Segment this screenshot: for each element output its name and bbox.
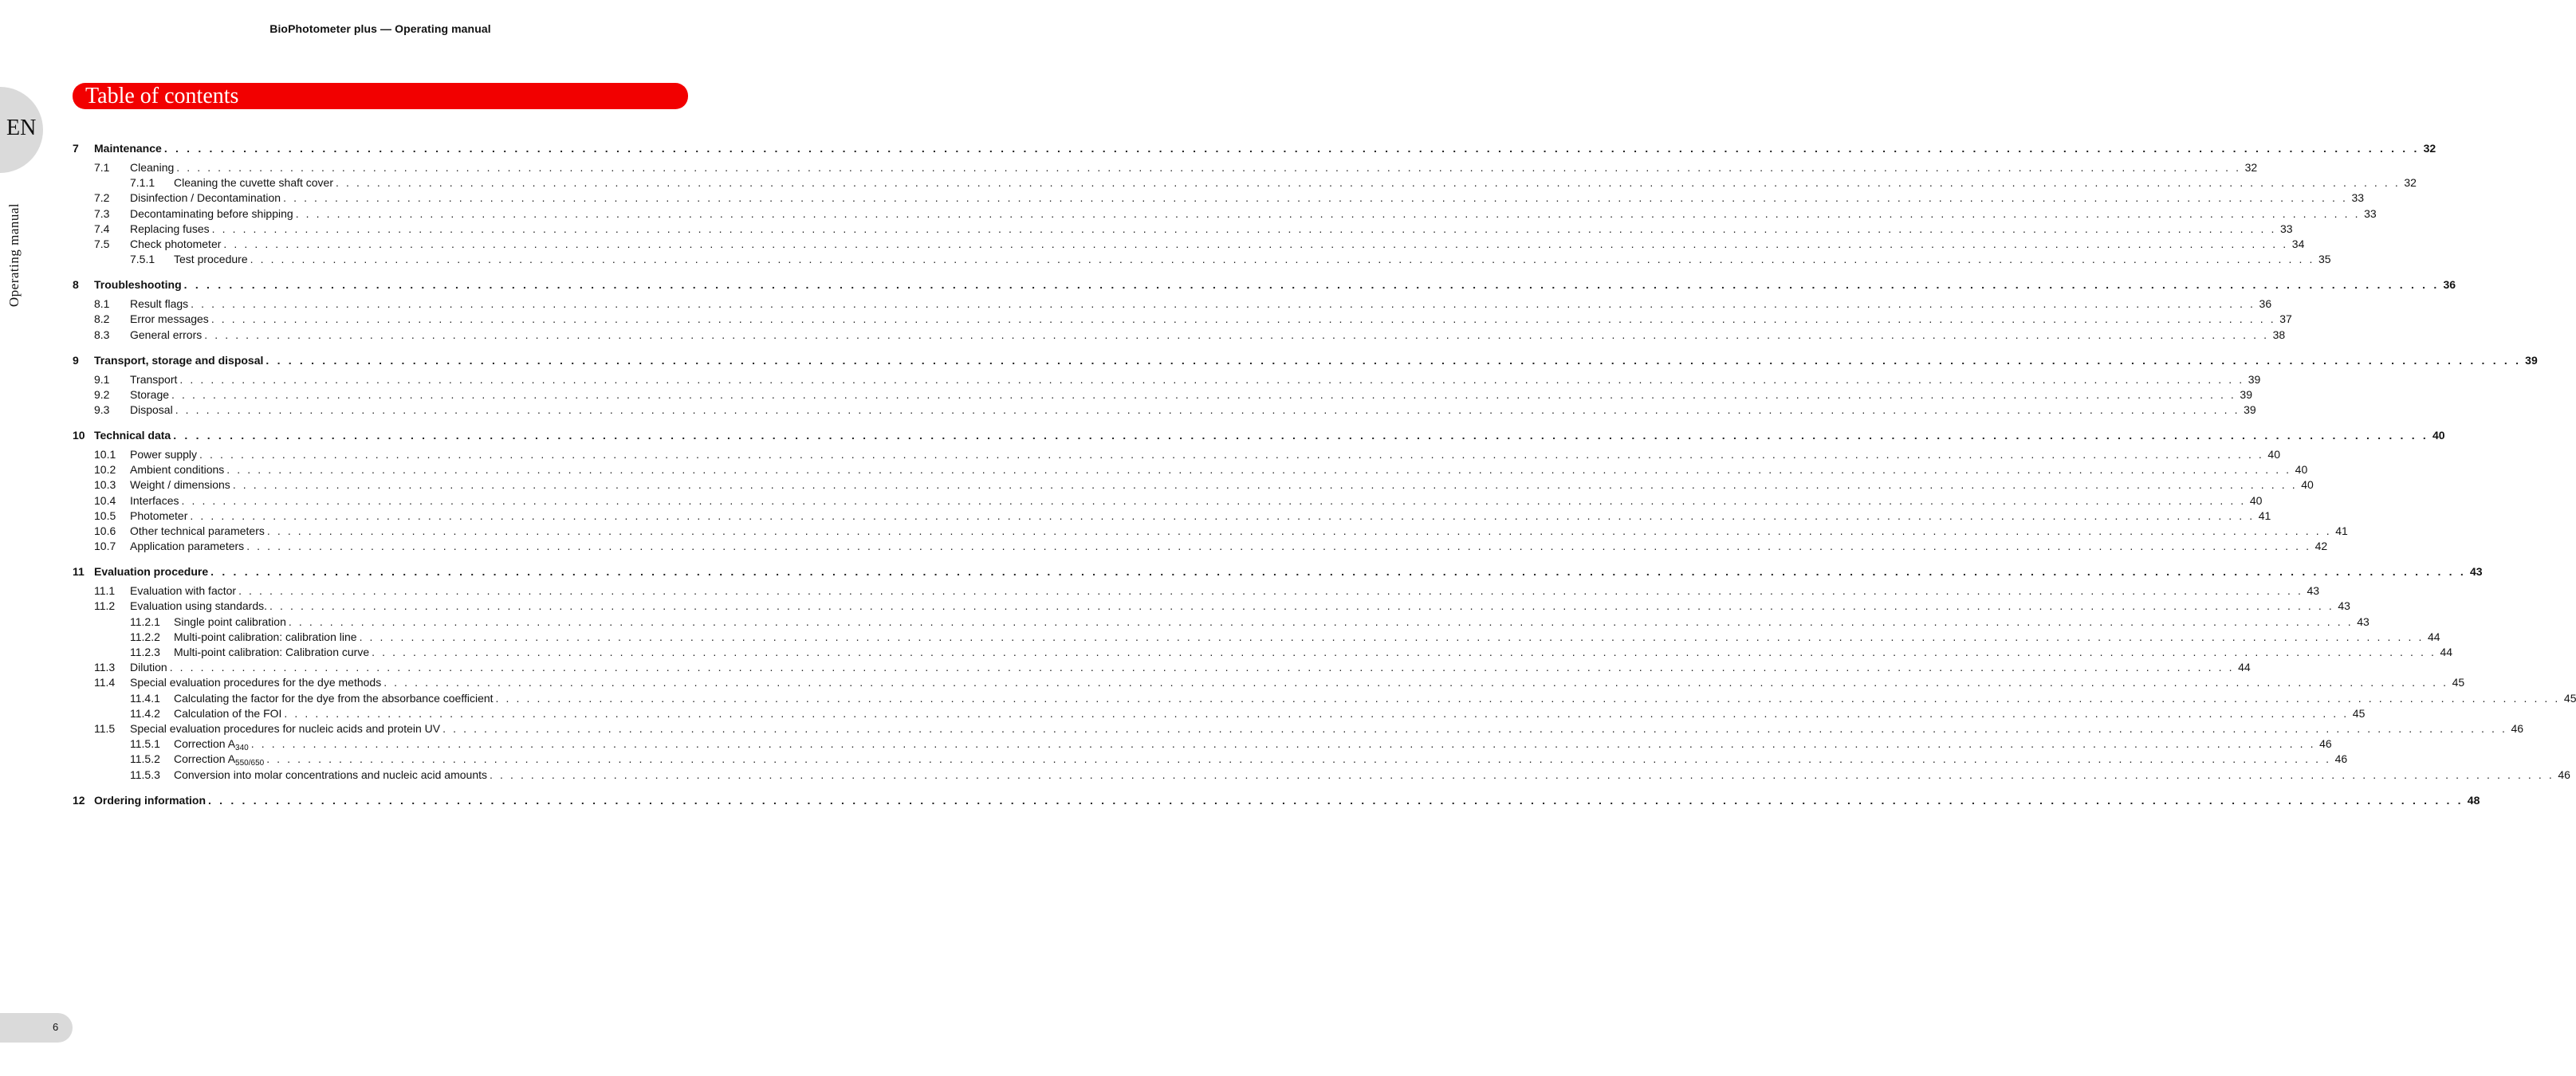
toc-entry-title	[130, 372, 177, 387]
side-section-label: Operating manual	[6, 202, 22, 308]
toc-entry-title	[130, 312, 209, 327]
dot-leader: . . . . . . . . . . . . . . . . . . . . . . . . . . . . . . . . . . . . . . . . . . . . . . . . . . . . . . . . . . . . . . . . . . . . . . . . . . . . . . . . . . . . . . . . . . . . . . . . . . . . . . . . . . . . . . . . . . . . . . . . . . . . . . . . . . . . . . . . . . . . . . . . . . . . . . . . . . . . . . . . . . . . . . . . . . . . . . . . . . . . . . . . . . . . . . . . . . . . . . . .	[179, 372, 2244, 386]
toc-entry-page: 40	[2295, 463, 2308, 477]
toc-entry[interactable]	[94, 206, 2377, 222]
toc-entry-page: 36	[2259, 297, 2272, 311]
toc-entry-title-text: General errors	[130, 328, 203, 341]
toc-entry[interactable]	[94, 509, 2271, 524]
toc-entry[interactable]	[130, 691, 2576, 706]
toc-entry[interactable]	[94, 660, 2251, 675]
toc-entry-title-text: Transport, storage and disposal	[94, 353, 264, 367]
toc-entry[interactable]	[94, 190, 2365, 206]
toc-entry-title	[174, 252, 248, 267]
toc-entry-title	[130, 583, 236, 599]
toc-entry[interactable]	[130, 752, 2348, 768]
dot-leader: . . . . . . . . . . . . . . . . . . . . . . . . . . . . . . . . . . . . . . . . . . . . . . . . . . . . . . . . . . . . . . . . . . . . . . . . . . . . . . . . . . . . . . . . . . . . . . . . . . . . . . . . . . . . . . . . . . . . . . . . . . . . . . . . . . . . . . . . . . . . . . . . . . . . . . . . . . . . . . . . . . . . . . . . . . . . . . . . . . . . . . . . . . . . . . . . . . . . . . . .	[246, 540, 2311, 553]
toc-entry[interactable]	[130, 706, 2366, 721]
toc-entry-title	[94, 277, 182, 293]
toc-entry-number: 11.4	[94, 676, 116, 689]
dot-leader: . . . . . . . . . . . . . . . . . . . . . . . . . . . . . . . . . . . . . . . . . . . . . . . . . . . . . . . . . . . . . . . . . . . . . . . . . . . . . . . . . . . . . . . . . . . . . . . . . . . . . . . . . . . . . . . . . . . . . . . . . . . . . . . . . . . . . . . . . . . . . . . . . . . . . . . . . . . . . . . . . . . . . . . . . . . . . . . . . . . . . . . . . . . . . . . . . . . . . . . .	[173, 429, 2429, 442]
toc-entry-page: 44	[2238, 661, 2251, 674]
dot-leader: . . . . . . . . . . . . . . . . . . . . . . . . . . . . . . . . . . . . . . . . . . . . . . . . . . . . . . . . . . . . . . . . . . . . . . . . . . . . . . . . . . . . . . . . . . . . . . . . . . . . . . . . . . . . . . . . . . . . . . . . . . . . . . . . . . . . . . . . . . . . . . . . . . . . . . . . . . . . . . . . . . . . . . . . . . . . . . . . . . . . . . . . . . . . . . . . . . . . . . . .	[284, 706, 2349, 720]
toc-entry-number: 11.2	[94, 599, 116, 613]
toc-entry-title	[94, 564, 208, 579]
toc-entry-number: 11.5.3	[130, 768, 160, 781]
toc-entry-number: 11.2.1	[130, 615, 160, 628]
toc-entry-number: 11.2.3	[130, 646, 160, 658]
toc-entry-number: 7.4	[94, 222, 110, 235]
running-header: BioPhotometer plus — Operating manual	[269, 22, 491, 35]
toc-entry[interactable]	[130, 630, 2440, 645]
toc-entry-page: 45	[2352, 706, 2366, 720]
toc-entry[interactable]	[94, 312, 2292, 327]
dot-leader: . . . . . . . . . . . . . . . . . . . . . . . . . . . . . . . . . . . . . . . . . . . . . . . . . . . . . . . . . . . . . . . . . . . . . . . . . . . . . . . . . . . . . . . . . . . . . . . . . . . . . . . . . . . . . . . . . . . . . . . . . . . . . . . . . . . . . . . . . . . . . . . . . . . . . . . . . . . . . . . . . . . . . . . . . . . . . . . . . . . . . . . . . . . . . . . . . . . . . . . .	[383, 676, 2448, 689]
toc-entry-title-text: Error messages	[130, 312, 209, 326]
toc-entry[interactable]	[73, 353, 2538, 368]
toc-entry-title-text: Disposal	[130, 403, 173, 416]
toc-entry[interactable]	[73, 277, 2456, 293]
toc-entry-title-text: Technical data	[94, 429, 171, 442]
dot-leader: . . . . . . . . . . . . . . . . . . . . . . . . . . . . . . . . . . . . . . . . . . . . . . . . . . . . . . . . . . . . . . . . . . . . . . . . . . . . . . . . . . . . . . . . . . . . . . . . . . . . . . . . . . . . . . . . . . . . . . . . . . . . . . . . . . . . . . . . . . . . . . . . . . . . . . . . . . . . . . . . . . . . . . . . . . . . . . . . . . . . . . . . . . . . . . . . . . . . . . . .	[211, 222, 2276, 235]
dot-leader: . . . . . . . . . . . . . . . . . . . . . . . . . . . . . . . . . . . . . . . . . . . . . . . . . . . . . . . . . . . . . . . . . . . . . . . . . . . . . . . . . . . . . . . . . . . . . . . . . . . . . . . . . . . . . . . . . . . . . . . . . . . . . . . . . . . . . . . . . . . . . . . . . . . . . . . . . . . . . . . . . . . . . . . . . . . . . . . . . . . . . . . . . . . . . . . . . . . . . . . .	[208, 793, 2464, 807]
toc-entry-title-text: Troubleshooting	[94, 278, 182, 292]
toc-entry-title	[130, 447, 197, 462]
toc-entry-title-text: Correction A	[174, 752, 236, 766]
toc-entry-title	[130, 206, 293, 222]
toc-entry-page: 39	[2244, 403, 2256, 416]
toc-entry-page: 40	[2301, 478, 2314, 492]
toc-entry-title	[130, 493, 179, 509]
toc-entry-title	[130, 599, 267, 614]
toc-entry[interactable]	[73, 793, 2480, 808]
toc-entry[interactable]	[94, 675, 2465, 690]
toc-entry[interactable]	[94, 447, 2280, 462]
toc-entry-page: 46	[2511, 722, 2524, 735]
toc-entry-number: 10.2	[94, 463, 116, 477]
dot-leader: . . . . . . . . . . . . . . . . . . . . . . . . . . . . . . . . . . . . . . . . . . . . . . . . . . . . . . . . . . . . . . . . . . . . . . . . . . . . . . . . . . . . . . . . . . . . . . . . . . . . . . . . . . . . . . . . . . . . . . . . . . . . . . . . . . . . . . . . . . . . . . . . . . . . . . . . . . . . . . . . . . . . . . . . . . . . . . . . . . . . . . . . . . . . . . . . . . . . . . . .	[175, 403, 2240, 416]
toc-entry-title-text: Correction A	[174, 737, 236, 751]
toc-entry-number: 8.3	[94, 328, 110, 341]
language-tab-label: EN	[6, 116, 37, 140]
toc-entry-title	[94, 353, 263, 368]
toc-entry-title-text: Ordering information	[94, 793, 206, 807]
dot-leader: . . . . . . . . . . . . . . . . . . . . . . . . . . . . . . . . . . . . . . . . . . . . . . . . . . . . . . . . . . . . . . . . . . . . . . . . . . . . . . . . . . . . . . . . . . . . . . . . . . . . . . . . . . . . . . . . . . . . . . . . . . . . . . . . . . . . . . . . . . . . . . . . . . . . . . . . . . . . . . . . . . . . . . . . . . . . . . . . . . . . . . . . . . . . . . . . . . . . . . . .	[266, 524, 2332, 537]
toc-entry-page: 46	[2319, 737, 2332, 751]
dot-leader: . . . . . . . . . . . . . . . . . . . . . . . . . . . . . . . . . . . . . . . . . . . . . . . . . . . . . . . . . . . . . . . . . . . . . . . . . . . . . . . . . . . . . . . . . . . . . . . . . . . . . . . . . . . . . . . . . . . . . . . . . . . . . . . . . . . . . . . . . . . . . . . . . . . . . . . . . . . . . . . . . . . . . . . . . . . . . . . . . . . . . . . . . . . . . . . . . . . . . . . .	[288, 615, 2354, 628]
toc-entry-title	[130, 403, 173, 418]
toc-entry-number: 8.1	[94, 297, 110, 311]
toc-entry-title	[94, 141, 162, 156]
toc-entry-title-text: Conversion into molar concentrations and nucleic acid amounts	[174, 768, 487, 781]
toc-entry-title-text: Calculating the factor for the dye from the absorbance coefficient	[174, 691, 494, 705]
toc-entry[interactable]	[94, 477, 2314, 493]
toc-entry[interactable]	[73, 141, 2436, 156]
toc-entry-title	[130, 675, 381, 690]
toc-entry-number: 9.3	[94, 403, 110, 416]
toc-entry-page: 45	[2563, 691, 2576, 705]
toc-entry-number: 8.2	[94, 312, 110, 326]
toc-entry[interactable]	[94, 372, 2261, 387]
toc-entry-title	[130, 222, 210, 237]
page-number-tab	[0, 1013, 73, 1043]
toc-entry-page: 43	[2469, 565, 2483, 579]
toc-entry-number: 7.1	[94, 161, 110, 174]
dot-leader: . . . . . . . . . . . . . . . . . . . . . . . . . . . . . . . . . . . . . . . . . . . . . . . . . . . . . . . . . . . . . . . . . . . . . . . . . . . . . . . . . . . . . . . . . . . . . . . . . . . . . . . . . . . . . . . . . . . . . . . . . . . . . . . . . . . . . . . . . . . . . . . . . . . . . . . . . . . . . . . . . . . . . . . . . . . . . . . . . . . . . . . . . . . . . . . . . . . . . . . .	[490, 768, 2554, 781]
toc-entry[interactable]	[94, 524, 2348, 539]
toc-entry-title	[130, 539, 244, 554]
toc-entry-page: 35	[2318, 253, 2331, 266]
toc-entry-page: 43	[2357, 615, 2370, 628]
toc-entry-number: 11.5.2	[130, 752, 160, 766]
toc-entry-title-text: Disinfection / Decontamination	[130, 191, 281, 205]
toc-entry-title-text: Evaluation using standards.	[130, 599, 267, 613]
dot-leader: . . . . . . . . . . . . . . . . . . . . . . . . . . . . . . . . . . . . . . . . . . . . . . . . . . . . . . . . . . . . . . . . . . . . . . . . . . . . . . . . . . . . . . . . . . . . . . . . . . . . . . . . . . . . . . . . . . . . . . . . . . . . . . . . . . . . . . . . . . . . . . . . . . . . . . . . . . . . . . . . . . . . . . . . . . . . . . . . . . . . . . . . . . . . . . . . . . . . . . . .	[169, 661, 2235, 674]
toc-entry-page: 42	[2314, 540, 2328, 553]
toc-entry[interactable]	[94, 160, 2258, 175]
toc-entry-page: 48	[2467, 793, 2480, 807]
toc-entry-page: 39	[2525, 353, 2538, 367]
dot-leader: . . . . . . . . . . . . . . . . . . . . . . . . . . . . . . . . . . . . . . . . . . . . . . . . . . . . . . . . . . . . . . . . . . . . . . . . . . . . . . . . . . . . . . . . . . . . . . . . . . . . . . . . . . . . . . . . . . . . . . . . . . . . . . . . . . . . . . . . . . . . . . . . . . . . . . . . . . . . . . . . . . . . . . . . . . . . . . . . . . . . . . . . . . . . . . . . . . . . . . . .	[183, 278, 2440, 292]
toc-entry-number: 7.3	[94, 206, 110, 220]
dot-leader: . . . . . . . . . . . . . . . . . . . . . . . . . . . . . . . . . . . . . . . . . . . . . . . . . . . . . . . . . . . . . . . . . . . . . . . . . . . . . . . . . . . . . . . . . . . . . . . . . . . . . . . . . . . . . . . . . . . . . . . . . . . . . . . . . . . . . . . . . . . . . . . . . . . . . . . . . . . . . . . . . . . . . . . . . . . . . . . . . . . . . . . . . . . . . . . . . . . . . . . .	[191, 297, 2255, 311]
title-bar	[73, 83, 688, 109]
dot-leader: . . . . . . . . . . . . . . . . . . . . . . . . . . . . . . . . . . . . . . . . . . . . . . . . . . . . . . . . . . . . . . . . . . . . . . . . . . . . . . . . . . . . . . . . . . . . . . . . . . . . . . . . . . . . . . . . . . . . . . . . . . . . . . . . . . . . . . . . . . . . . . . . . . . . . . . . . . . . . . . . . . . . . . . . . . . . . . . . . . . . . . . . . . . . . . . . . . . . . . . .	[250, 737, 2316, 751]
dot-leader: . . . . . . . . . . . . . . . . . . . . . . . . . . . . . . . . . . . . . . . . . . . . . . . . . . . . . . . . . . . . . . . . . . . . . . . . . . . . . . . . . . . . . . . . . . . . . . . . . . . . . . . . . . . . . . . . . . . . . . . . . . . . . . . . . . . . . . . . . . . . . . . . . . . . . . . . . . . . . . . . . . . . . . . . . . . . . . . . . . . . . . . . . . . . . . . . . . . . . . . .	[250, 253, 2314, 266]
toc-entry-title	[130, 160, 174, 175]
toc-entry-title-text: Result flags	[130, 297, 189, 311]
toc-entry[interactable]	[130, 736, 2332, 753]
toc-entry[interactable]	[130, 175, 2417, 190]
dot-leader: . . . . . . . . . . . . . . . . . . . . . . . . . . . . . . . . . . . . . . . . . . . . . . . . . . . . . . . . . . . . . . . . . . . . . . . . . . . . . . . . . . . . . . . . . . . . . . . . . . . . . . . . . . . . . . . . . . . . . . . . . . . . . . . . . . . . . . . . . . . . . . . . . . . . . . . . . . . . . . . . . . . . . . . . . . . . . . . . . . . . . . . . . . . . . . . . . . . . . . . .	[181, 493, 2246, 507]
toc-entry[interactable]	[94, 403, 2256, 418]
toc-entry[interactable]	[130, 615, 2370, 630]
toc-entry-page: 32	[2244, 161, 2258, 174]
toc-entry[interactable]	[94, 462, 2308, 477]
toc-entry-page: 34	[2291, 238, 2305, 250]
toc-entry-title	[174, 768, 487, 783]
dot-leader: . . . . . . . . . . . . . . . . . . . . . . . . . . . . . . . . . . . . . . . . . . . . . . . . . . . . . . . . . . . . . . . . . . . . . . . . . . . . . . . . . . . . . . . . . . . . . . . . . . . . . . . . . . . . . . . . . . . . . . . . . . . . . . . . . . . . . . . . . . . . . . . . . . . . . . . . . . . . . . . . . . . . . . . . . . . . . . . . . . . . . . . . . . . . . . . . . . . . . . . .	[210, 565, 2466, 579]
toc-entry-number: 9.1	[94, 372, 110, 386]
toc-entry-title-text: Photometer	[130, 509, 188, 522]
toc-entry-title	[130, 524, 265, 539]
toc-entry-page: 44	[2427, 630, 2440, 643]
toc-entry-number: 10.4	[94, 493, 116, 507]
toc-entry-title	[174, 630, 357, 645]
toc-entry-number: 9.2	[94, 387, 110, 401]
toc-entry-title-text: Storage	[130, 387, 170, 401]
toc-entry-title-text: Interfaces	[130, 493, 179, 507]
toc-entry-title-text: Other technical parameters	[130, 524, 265, 537]
toc-entry-title-text: Check photometer	[130, 238, 222, 250]
toc-entry-title	[174, 706, 281, 721]
toc-entry-number: 10.6	[94, 524, 116, 537]
toc-entry-title	[174, 752, 264, 767]
dot-leader: . . . . . . . . . . . . . . . . . . . . . . . . . . . . . . . . . . . . . . . . . . . . . . . . . . . . . . . . . . . . . . . . . . . . . . . . . . . . . . . . . . . . . . . . . . . . . . . . . . . . . . . . . . . . . . . . . . . . . . . . . . . . . . . . . . . . . . . . . . . . . . . . . . . . . . . . . . . . . . . . . . . . . . . . . . . . . . . . . . . . . . . . . . . . . . . . . . . . . . . .	[204, 328, 2269, 341]
toc-entry-page: 43	[2307, 584, 2320, 598]
toc-entry-number: 11.3	[94, 661, 116, 674]
dot-leader: . . . . . . . . . . . . . . . . . . . . . . . . . . . . . . . . . . . . . . . . . . . . . . . . . . . . . . . . . . . . . . . . . . . . . . . . . . . . . . . . . . . . . . . . . . . . . . . . . . . . . . . . . . . . . . . . . . . . . . . . . . . . . . . . . . . . . . . . . . . . . . . . . . . . . . . . . . . . . . . . . . . . . . . . . . . . . . . . . . . . . . . . . . . . . . . . . . . . . . . .	[223, 238, 2288, 250]
toc-entry[interactable]	[94, 237, 2305, 252]
toc-entry-title	[174, 175, 333, 190]
toc-entry-page: 32	[2423, 142, 2436, 155]
toc-entry-number: 12	[73, 793, 85, 807]
toc-entry-title-text: Single point calibration	[174, 615, 286, 628]
toc-entry-page: 40	[2267, 448, 2280, 461]
dot-leader: . . . . . . . . . . . . . . . . . . . . . . . . . . . . . . . . . . . . . . . . . . . . . . . . . . . . . . . . . . . . . . . . . . . . . . . . . . . . . . . . . . . . . . . . . . . . . . . . . . . . . . . . . . . . . . . . . . . . . . . . . . . . . . . . . . . . . . . . . . . . . . . . . . . . . . . . . . . . . . . . . . . . . . . . . . . . . . . . . . . . . . . . . . . . . . . . . . . . . . . .	[210, 312, 2276, 326]
toc-entry-number: 10.5	[94, 509, 116, 522]
toc-entry-number: 7.2	[94, 191, 110, 205]
toc-entry-title	[130, 660, 167, 675]
toc-entry-title-text: Maintenance	[94, 142, 162, 155]
toc-entry-page: 33	[2351, 191, 2365, 205]
toc-entry-number: 10.1	[94, 448, 116, 461]
dot-leader: . . . . . . . . . . . . . . . . . . . . . . . . . . . . . . . . . . . . . . . . . . . . . . . . . . . . . . . . . . . . . . . . . . . . . . . . . . . . . . . . . . . . . . . . . . . . . . . . . . . . . . . . . . . . . . . . . . . . . . . . . . . . . . . . . . . . . . . . . . . . . . . . . . . . . . . . . . . . . . . . . . . . . . . . . . . . . . . . . . . . . . . . . . . . . . . . . . . . . . . .	[232, 478, 2298, 492]
toc-entry-title-text: Weight / dimensions	[130, 478, 230, 492]
toc-entry[interactable]	[94, 493, 2263, 509]
dot-leader: . . . . . . . . . . . . . . . . . . . . . . . . . . . . . . . . . . . . . . . . . . . . . . . . . . . . . . . . . . . . . . . . . . . . . . . . . . . . . . . . . . . . . . . . . . . . . . . . . . . . . . . . . . . . . . . . . . . . . . . . . . . . . . . . . . . . . . . . . . . . . . . . . . . . . . . . . . . . . . . . . . . . . . . . . . . . . . . . . . . . . . . . . . . . . . . . . . . . . . . .	[336, 176, 2401, 190]
dot-leader: . . . . . . . . . . . . . . . . . . . . . . . . . . . . . . . . . . . . . . . . . . . . . . . . . . . . . . . . . . . . . . . . . . . . . . . . . . . . . . . . . . . . . . . . . . . . . . . . . . . . . . . . . . . . . . . . . . . . . . . . . . . . . . . . . . . . . . . . . . . . . . . . . . . . . . . . . . . . . . . . . . . . . . . . . . . . . . . . . . . . . . . . . . . . . . . . . . . . . . . .	[171, 387, 2236, 401]
toc-entry-title-text: Power supply	[130, 448, 198, 461]
toc-entry[interactable]	[94, 328, 2286, 343]
toc-entry-title-text: Evaluation with factor	[130, 584, 237, 598]
toc-entry-page: 41	[2335, 524, 2348, 537]
toc-entry[interactable]	[94, 539, 2328, 554]
toc-entry[interactable]	[94, 296, 2272, 312]
dot-leader: . . . . . . . . . . . . . . . . . . . . . . . . . . . . . . . . . . . . . . . . . . . . . . . . . . . . . . . . . . . . . . . . . . . . . . . . . . . . . . . . . . . . . . . . . . . . . . . . . . . . . . . . . . . . . . . . . . . . . . . . . . . . . . . . . . . . . . . . . . . . . . . . . . . . . . . . . . . . . . . . . . . . . . . . . . . . . . . . . . . . . . . . . . . . . . . . . . . . . . . .	[269, 599, 2334, 613]
page-number: 6	[53, 1021, 59, 1033]
dot-leader: . . . . . . . . . . . . . . . . . . . . . . . . . . . . . . . . . . . . . . . . . . . . . . . . . . . . . . . . . . . . . . . . . . . . . . . . . . . . . . . . . . . . . . . . . . . . . . . . . . . . . . . . . . . . . . . . . . . . . . . . . . . . . . . . . . . . . . . . . . . . . . . . . . . . . . . . . . . . . . . . . . . . . . . . . . . . . . . . . . . . . . . . . . . . . . . . . . . . . . . .	[442, 722, 2507, 735]
toc-entry-page: 33	[2280, 222, 2293, 235]
toc-entry-page: 32	[2404, 176, 2417, 190]
toc-entry-title-text: Special evaluation procedures for nucleic acids and protein UV	[130, 722, 441, 735]
dot-leader: . . . . . . . . . . . . . . . . . . . . . . . . . . . . . . . . . . . . . . . . . . . . . . . . . . . . . . . . . . . . . . . . . . . . . . . . . . . . . . . . . . . . . . . . . . . . . . . . . . . . . . . . . . . . . . . . . . . . . . . . . . . . . . . . . . . . . . . . . . . . . . . . . . . . . . . . . . . . . . . . . . . . . . . . . . . . . . . . . . . . . . . . . . . . . . . . . . . . . . . .	[372, 646, 2436, 658]
toc-entry-number: 11.4.1	[130, 691, 160, 705]
toc-entry-subscript: 550/650	[235, 759, 265, 768]
toc-entry-title	[130, 477, 230, 493]
toc-entry-page: 39	[2248, 372, 2261, 386]
toc-entry[interactable]	[130, 252, 2331, 267]
toc-entry-title-text: Dilution	[130, 661, 167, 674]
toc-entry-title-text: Replacing fuses	[130, 222, 210, 235]
toc-entry[interactable]	[130, 768, 2570, 783]
toc-entry-title-text: Transport	[130, 372, 178, 386]
toc-entry-title-text: Multi-point calibration: calibration line	[174, 630, 357, 643]
toc-entry-title	[130, 462, 224, 477]
dot-leader: . . . . . . . . . . . . . . . . . . . . . . . . . . . . . . . . . . . . . . . . . . . . . . . . . . . . . . . . . . . . . . . . . . . . . . . . . . . . . . . . . . . . . . . . . . . . . . . . . . . . . . . . . . . . . . . . . . . . . . . . . . . . . . . . . . . . . . . . . . . . . . . . . . . . . . . . . . . . . . . . . . . . . . . . . . . . . . . . . . . . . . . . . . . . . . . . . . . . . . . .	[359, 630, 2424, 643]
toc-entry-number: 7	[73, 142, 79, 155]
toc-entry[interactable]	[94, 583, 2320, 599]
toc-entry-page: 45	[2452, 676, 2465, 689]
toc-entry-page: 46	[2334, 752, 2348, 766]
toc-entry-title	[130, 721, 440, 736]
dot-leader: . . . . . . . . . . . . . . . . . . . . . . . . . . . . . . . . . . . . . . . . . . . . . . . . . . . . . . . . . . . . . . . . . . . . . . . . . . . . . . . . . . . . . . . . . . . . . . . . . . . . . . . . . . . . . . . . . . . . . . . . . . . . . . . . . . . . . . . . . . . . . . . . . . . . . . . . . . . . . . . . . . . . . . . . . . . . . . . . . . . . . . . . . . . . . . . . . . . . . . . .	[190, 509, 2255, 522]
toc-entry-number: 8	[73, 278, 79, 292]
toc-entry-number: 11.1	[94, 584, 116, 598]
toc-entry-title-text: Multi-point calibration: Calibration curve	[174, 646, 370, 658]
toc-entry-title	[174, 736, 249, 752]
page-title: Table of contents	[85, 84, 239, 108]
toc-entry-title-text: Evaluation procedure	[94, 565, 209, 579]
toc-entry[interactable]	[94, 387, 2252, 403]
toc-entry-title-text: Cleaning the cuvette shaft cover	[174, 176, 334, 190]
toc-entry-title	[174, 691, 494, 706]
toc-entry-title	[130, 190, 281, 206]
toc-entry-title-text: Decontaminating before shipping	[130, 206, 293, 220]
toc-entry-page: 37	[2279, 312, 2292, 326]
dot-leader: . . . . . . . . . . . . . . . . . . . . . . . . . . . . . . . . . . . . . . . . . . . . . . . . . . . . . . . . . . . . . . . . . . . . . . . . . . . . . . . . . . . . . . . . . . . . . . . . . . . . . . . . . . . . . . . . . . . . . . . . . . . . . . . . . . . . . . . . . . . . . . . . . . . . . . . . . . . . . . . . . . . . . . . . . . . . . . . . . . . . . . . . . . . . . . . . . . . . . . . .	[163, 142, 2420, 155]
toc-entry-title	[130, 237, 221, 252]
toc-entry-number: 11	[73, 565, 85, 579]
toc-entry-title	[94, 428, 171, 443]
dot-leader: . . . . . . . . . . . . . . . . . . . . . . . . . . . . . . . . . . . . . . . . . . . . . . . . . . . . . . . . . . . . . . . . . . . . . . . . . . . . . . . . . . . . . . . . . . . . . . . . . . . . . . . . . . . . . . . . . . . . . . . . . . . . . . . . . . . . . . . . . . . . . . . . . . . . . . . . . . . . . . . . . . . . . . . . . . . . . . . . . . . . . . . . . . . . . . . . . . . . . . . .	[199, 448, 2264, 461]
toc-entry[interactable]	[73, 428, 2445, 443]
dot-leader: . . . . . . . . . . . . . . . . . . . . . . . . . . . . . . . . . . . . . . . . . . . . . . . . . . . . . . . . . . . . . . . . . . . . . . . . . . . . . . . . . . . . . . . . . . . . . . . . . . . . . . . . . . . . . . . . . . . . . . . . . . . . . . . . . . . . . . . . . . . . . . . . . . . . . . . . . . . . . . . . . . . . . . . . . . . . . . . . . . . . . . . . . . . . . . . . . . . . . . . .	[265, 353, 2522, 367]
toc-entry-page: 44	[2440, 646, 2453, 658]
toc-entry-title	[130, 387, 169, 403]
toc-entry-page: 40	[2432, 429, 2445, 442]
language-tab	[0, 87, 43, 173]
toc-entry-title	[130, 328, 202, 343]
dot-leader: . . . . . . . . . . . . . . . . . . . . . . . . . . . . . . . . . . . . . . . . . . . . . . . . . . . . . . . . . . . . . . . . . . . . . . . . . . . . . . . . . . . . . . . . . . . . . . . . . . . . . . . . . . . . . . . . . . . . . . . . . . . . . . . . . . . . . . . . . . . . . . . . . . . . . . . . . . . . . . . . . . . . . . . . . . . . . . . . . . . . . . . . . . . . . . . . . . . . . . . .	[238, 584, 2303, 598]
toc-entry-page: 40	[2249, 493, 2263, 507]
toc-entry-page: 43	[2338, 599, 2350, 613]
toc-entry-title	[130, 296, 188, 312]
toc-entry-number: 11.5.1	[130, 737, 160, 751]
toc-entry[interactable]	[94, 721, 2524, 736]
dot-leader: . . . . . . . . . . . . . . . . . . . . . . . . . . . . . . . . . . . . . . . . . . . . . . . . . . . . . . . . . . . . . . . . . . . . . . . . . . . . . . . . . . . . . . . . . . . . . . . . . . . . . . . . . . . . . . . . . . . . . . . . . . . . . . . . . . . . . . . . . . . . . . . . . . . . . . . . . . . . . . . . . . . . . . . . . . . . . . . . . . . . . . . . . . . . . . . . . . . . . . . .	[266, 752, 2331, 766]
toc-entry-subscript: 340	[235, 744, 249, 753]
toc-entry-title	[130, 509, 187, 524]
toc-entry-title	[174, 615, 286, 630]
toc-entry-title-text: Ambient conditions	[130, 463, 225, 477]
toc-entry-number: 10	[73, 429, 85, 442]
toc-entry[interactable]	[94, 599, 2350, 614]
dot-leader: . . . . . . . . . . . . . . . . . . . . . . . . . . . . . . . . . . . . . . . . . . . . . . . . . . . . . . . . . . . . . . . . . . . . . . . . . . . . . . . . . . . . . . . . . . . . . . . . . . . . . . . . . . . . . . . . . . . . . . . . . . . . . . . . . . . . . . . . . . . . . . . . . . . . . . . . . . . . . . . . . . . . . . . . . . . . . . . . . . . . . . . . . . . . . . . . . . . . . . . .	[176, 161, 2241, 174]
toc-entry[interactable]	[130, 645, 2453, 660]
toc-entry-page: 46	[2558, 768, 2570, 781]
dot-leader: . . . . . . . . . . . . . . . . . . . . . . . . . . . . . . . . . . . . . . . . . . . . . . . . . . . . . . . . . . . . . . . . . . . . . . . . . . . . . . . . . . . . . . . . . . . . . . . . . . . . . . . . . . . . . . . . . . . . . . . . . . . . . . . . . . . . . . . . . . . . . . . . . . . . . . . . . . . . . . . . . . . . . . . . . . . . . . . . . . . . . . . . . . . . . . . . . . . . . . . .	[495, 691, 2560, 705]
dot-leader: . . . . . . . . . . . . . . . . . . . . . . . . . . . . . . . . . . . . . . . . . . . . . . . . . . . . . . . . . . . . . . . . . . . . . . . . . . . . . . . . . . . . . . . . . . . . . . . . . . . . . . . . . . . . . . . . . . . . . . . . . . . . . . . . . . . . . . . . . . . . . . . . . . . . . . . . . . . . . . . . . . . . . . . . . . . . . . . . . . . . . . . . . . . . . . . . . . . . . . . .	[283, 191, 2348, 205]
toc-entry-page: 38	[2272, 328, 2286, 341]
toc-entry-title	[174, 645, 369, 660]
toc-entry-title-text: Special evaluation procedures for the dye methods	[130, 676, 382, 689]
dot-leader: . . . . . . . . . . . . . . . . . . . . . . . . . . . . . . . . . . . . . . . . . . . . . . . . . . . . . . . . . . . . . . . . . . . . . . . . . . . . . . . . . . . . . . . . . . . . . . . . . . . . . . . . . . . . . . . . . . . . . . . . . . . . . . . . . . . . . . . . . . . . . . . . . . . . . . . . . . . . . . . . . . . . . . . . . . . . . . . . . . . . . . . . . . . . . . . . . . . . . . . .	[295, 206, 2361, 220]
toc-entry-number: 9	[73, 353, 79, 367]
toc-entry-number: 7.1.1	[130, 176, 155, 190]
toc-entry-title-text: Calculation of the FOI	[174, 706, 282, 720]
toc-entry[interactable]	[73, 564, 2483, 579]
toc-entry-title-text: Cleaning	[130, 161, 175, 174]
toc-entry-title-text: Application parameters	[130, 540, 245, 553]
toc-entry-number: 10.7	[94, 540, 116, 553]
toc-entry-title-text: Test procedure	[174, 253, 248, 266]
toc-entry[interactable]	[94, 222, 2293, 237]
toc-entry-number: 11.5	[94, 722, 116, 735]
toc-entry-page: 33	[2364, 206, 2377, 220]
dot-leader: . . . . . . . . . . . . . . . . . . . . . . . . . . . . . . . . . . . . . . . . . . . . . . . . . . . . . . . . . . . . . . . . . . . . . . . . . . . . . . . . . . . . . . . . . . . . . . . . . . . . . . . . . . . . . . . . . . . . . . . . . . . . . . . . . . . . . . . . . . . . . . . . . . . . . . . . . . . . . . . . . . . . . . . . . . . . . . . . . . . . . . . . . . . . . . . . . . . . . . . .	[226, 463, 2291, 477]
toc-entry-title	[94, 793, 206, 808]
toc-entry-page: 41	[2258, 509, 2271, 522]
toc-entry-page: 39	[2240, 387, 2252, 401]
toc-entry-number: 7.5.1	[130, 253, 155, 266]
toc-entry-number: 11.4.2	[130, 706, 160, 720]
toc-entry-number: 7.5	[94, 238, 110, 250]
toc-entry-number: 11.2.2	[130, 630, 160, 643]
toc-entry-page: 36	[2443, 278, 2456, 292]
toc-entry-number: 10.3	[94, 478, 116, 492]
